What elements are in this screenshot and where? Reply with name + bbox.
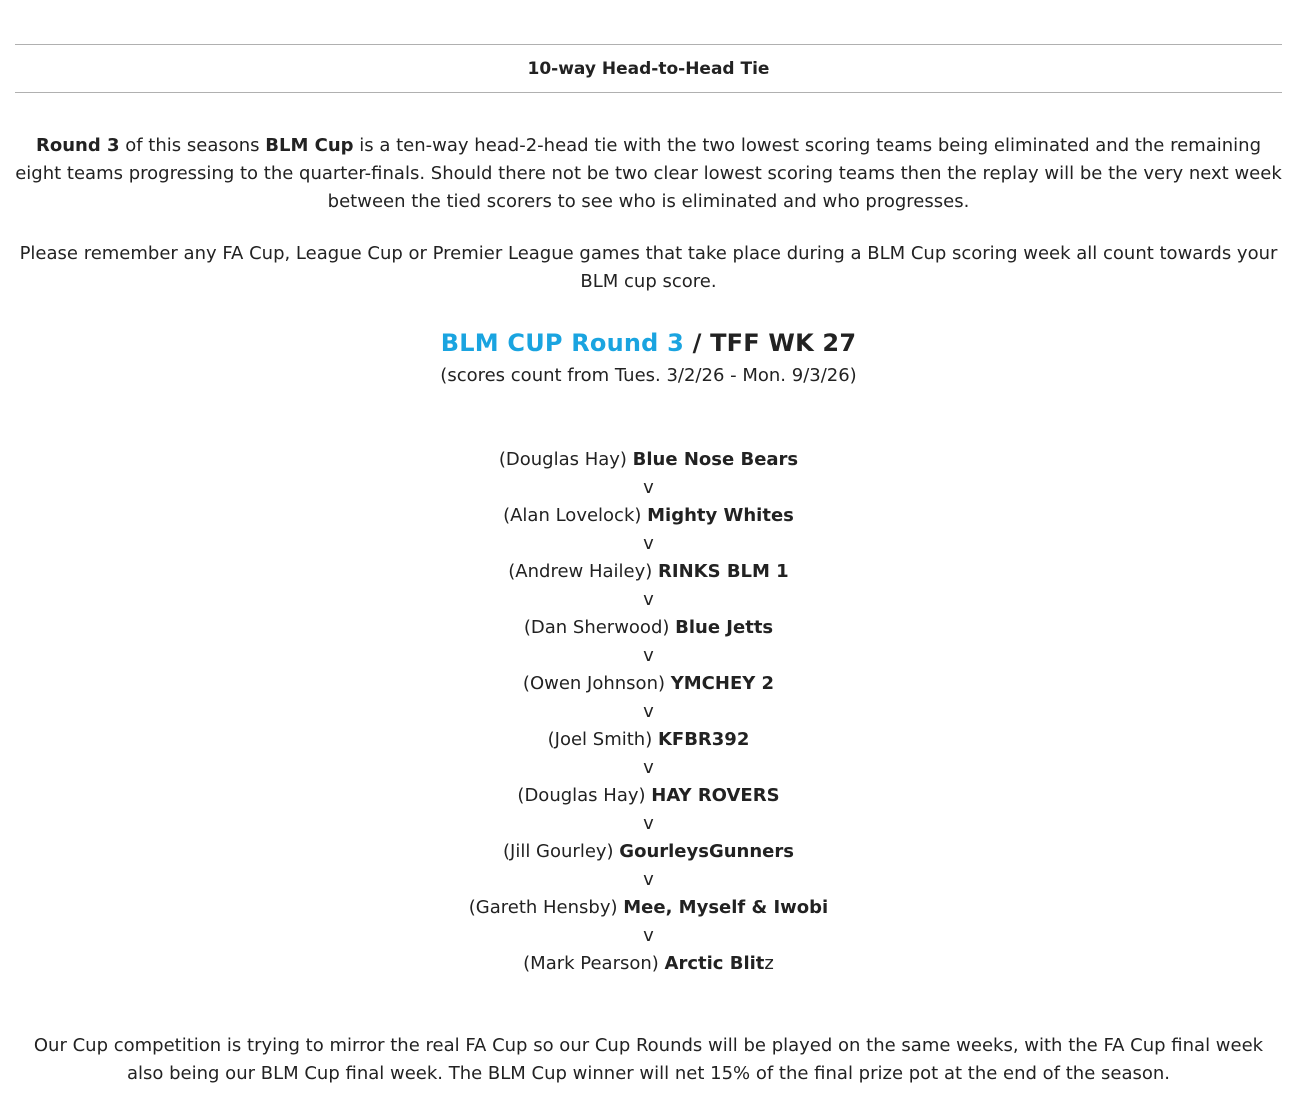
team-name: GourleysGunners bbox=[619, 841, 794, 862]
intro-paragraph bbox=[15, 132, 1282, 216]
versus-separator: v bbox=[643, 533, 654, 554]
versus-separator: v bbox=[643, 813, 654, 834]
round-heading-separator: / bbox=[684, 329, 711, 357]
versus-separator: v bbox=[643, 645, 654, 666]
manager-name: (Gareth Hensby) bbox=[468, 897, 624, 918]
header-bar bbox=[15, 44, 1282, 93]
intro-text-a: of this seasons bbox=[119, 135, 266, 156]
fixture-entry bbox=[15, 670, 1282, 698]
round-heading-week: TFF WK 27 bbox=[710, 329, 857, 357]
manager-name: (Alan Lovelock) bbox=[503, 505, 648, 526]
versus-separator: v bbox=[643, 925, 654, 946]
versus-separator: v bbox=[643, 589, 654, 610]
team-name: KFBR392 bbox=[657, 729, 750, 750]
manager-name: (Douglas Hay) bbox=[517, 785, 652, 806]
fixture-entry bbox=[15, 558, 1282, 586]
footer-paragraph: Our Cup competition is trying to mirror the real FA Cup so our Cup Rounds will be played on the same weeks, with the FA Cup final week also being our BLM Cup final week. The BLM Cup winner will net 15% of the final prize pot at the end of the season. bbox=[33, 1035, 1264, 1084]
manager-name: (Dan Sherwood) bbox=[523, 617, 676, 638]
team-name: Blue Nose Bears bbox=[632, 449, 799, 470]
manager-name: (Joel Smith) bbox=[547, 729, 658, 750]
fixture-entry bbox=[15, 950, 1282, 978]
reminder-paragraph: Please remember any FA Cup, League Cup or Premier League games that take place during a BLM Cup scoring week all count towards your BLM cup score. bbox=[19, 243, 1278, 292]
manager-name: (Mark Pearson) bbox=[523, 953, 665, 974]
fixture-list bbox=[15, 446, 1282, 978]
intro-text-b: is a ten-way head-2-head tie with the two lowest scoring teams being eliminated and the remaining eight teams progressing to the quarter-finals. Should there not be two clear lowest scoring teams then the replay will be the very next week between the tied scorers to see who is eliminated and who progresses. bbox=[15, 135, 1282, 212]
team-name: Mighty Whites bbox=[647, 505, 794, 526]
round-label: Round 3 bbox=[35, 135, 120, 156]
fixture-entry bbox=[15, 894, 1282, 922]
manager-name: (Jill Gourley) bbox=[503, 841, 620, 862]
round-heading-cup: BLM CUP Round 3 bbox=[440, 329, 685, 357]
manager-name: (Andrew Hailey) bbox=[508, 561, 659, 582]
team-name: HAY ROVERS bbox=[651, 785, 780, 806]
date-range: (scores count from Tues. 3/2/26 - Mon. 9/3/26) bbox=[440, 365, 857, 386]
manager-name: (Douglas Hay) bbox=[498, 449, 633, 470]
fixture-entry bbox=[15, 614, 1282, 642]
team-name: Blue Jetts bbox=[675, 617, 774, 638]
team-name: RINKS BLM 1 bbox=[658, 561, 789, 582]
versus-separator: v bbox=[643, 757, 654, 778]
page-title: 10-way Head-to-Head Tie bbox=[527, 58, 770, 79]
versus-separator: v bbox=[643, 701, 654, 722]
fixture-entry bbox=[15, 726, 1282, 754]
manager-name: (Owen Johnson) bbox=[522, 673, 671, 694]
team-name: Arctic Blit bbox=[664, 953, 765, 974]
fixture-entry bbox=[15, 446, 1282, 474]
round-heading bbox=[15, 326, 1282, 360]
cup-label: BLM Cup bbox=[265, 135, 354, 156]
fixture-entry bbox=[15, 782, 1282, 810]
versus-separator: v bbox=[643, 477, 654, 498]
fixture-entry bbox=[15, 838, 1282, 866]
versus-separator: v bbox=[643, 869, 654, 890]
team-name: Mee, Myself & Iwobi bbox=[623, 897, 829, 918]
team-name-suffix: z bbox=[764, 953, 774, 974]
team-name: YMCHEY 2 bbox=[670, 673, 775, 694]
fixture-entry bbox=[15, 502, 1282, 530]
